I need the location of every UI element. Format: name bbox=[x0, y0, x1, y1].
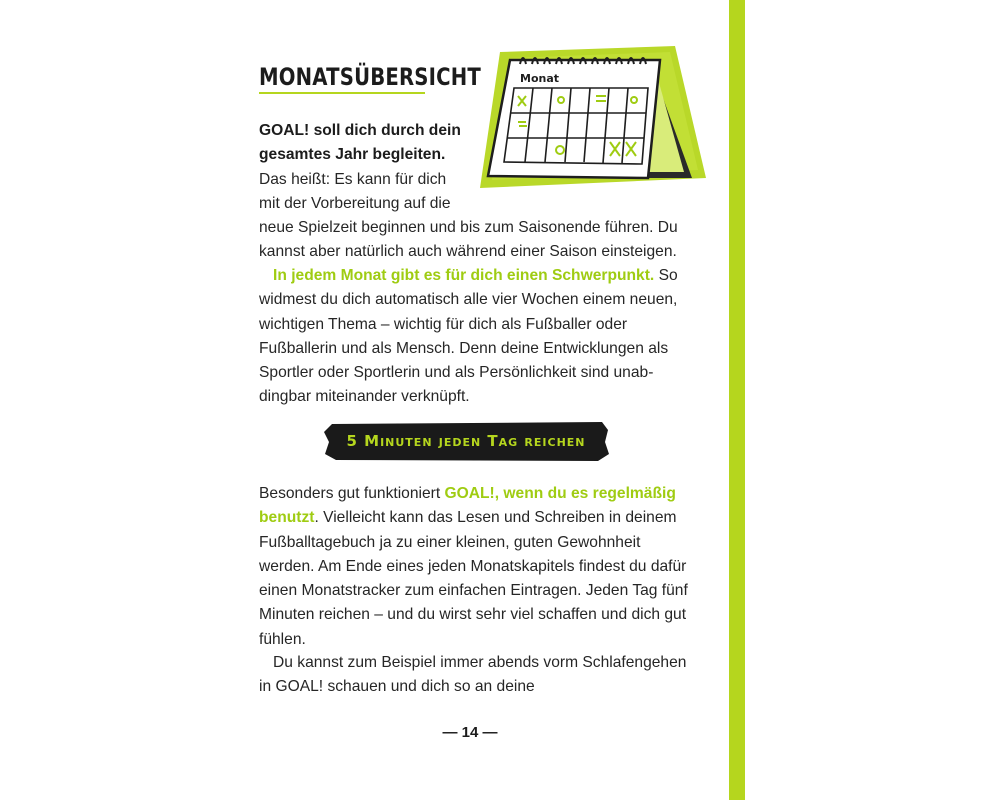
paragraph-intro bbox=[259, 119, 489, 216]
intro-bold-line-1: GOAL! soll dich durch dein bbox=[259, 122, 461, 139]
routine-intro: Besonders gut funktioniert bbox=[259, 485, 445, 502]
calendar-illustration bbox=[470, 38, 710, 198]
paragraph-routine bbox=[259, 482, 699, 652]
routine-text: . Vielleicht kann das Lesen und Schreiben in deinem Fußballtagebuch ja zu einer kleinen, guten Gewohnheit werden. Am Ende eines jeden Monatskapitels findest du dafür einen Monatstracker zum einfachen Eintragen. Jeden Tag fünf Minuten reichen – und du wirst sehr viel schaffen und dich gut fühlen. bbox=[259, 509, 688, 648]
routine-highlight: GOAL!, wenn du es regelmäßig benutzt bbox=[259, 485, 676, 527]
paragraph-intro-continued: neue Spielzeit beginnen und bis zum Saisonende führen. Du kannst aber natürlich auch während einer Saison einsteigen. bbox=[259, 219, 678, 261]
paragraph-example: Du kannst zum Beispiel immer abends vorm Schlafengehen in GOAL! schauen und dich so an deine bbox=[259, 654, 687, 696]
paragraph-focus bbox=[259, 264, 699, 410]
section-banner-text: 5 Minuten jeden Tag reichen bbox=[346, 432, 586, 450]
intro-bold-line-2: gesamtes Jahr begleiten. bbox=[259, 146, 446, 164]
page-edge-accent-bar bbox=[729, 0, 745, 800]
title-underline bbox=[259, 92, 425, 94]
calendar-sheet bbox=[488, 60, 660, 178]
calendar-month-label: Monat bbox=[520, 72, 560, 85]
intro-line-3: Das heißt: Es kann für dich bbox=[259, 170, 447, 188]
focus-text: So widmest du dich automatisch alle vier Wochen einem neuen, wichtigen Thema – wichtig für dich als Fußballer oder Fußballerin und als Mensch. Denn deine Entwicklungen als Sportler oder Sportlerin und als Persönlichkeit sind unabdingbar miteinander verknüpft. bbox=[259, 267, 678, 406]
page-title: MONATSÜBERSICHT bbox=[259, 63, 481, 91]
intro-line-4: mit der Vorbereitung auf die bbox=[259, 194, 451, 212]
focus-highlight: In jedem Monat gibt es für dich einen Schwerpunkt. bbox=[273, 267, 655, 284]
page-number: — 14 — bbox=[442, 724, 498, 741]
